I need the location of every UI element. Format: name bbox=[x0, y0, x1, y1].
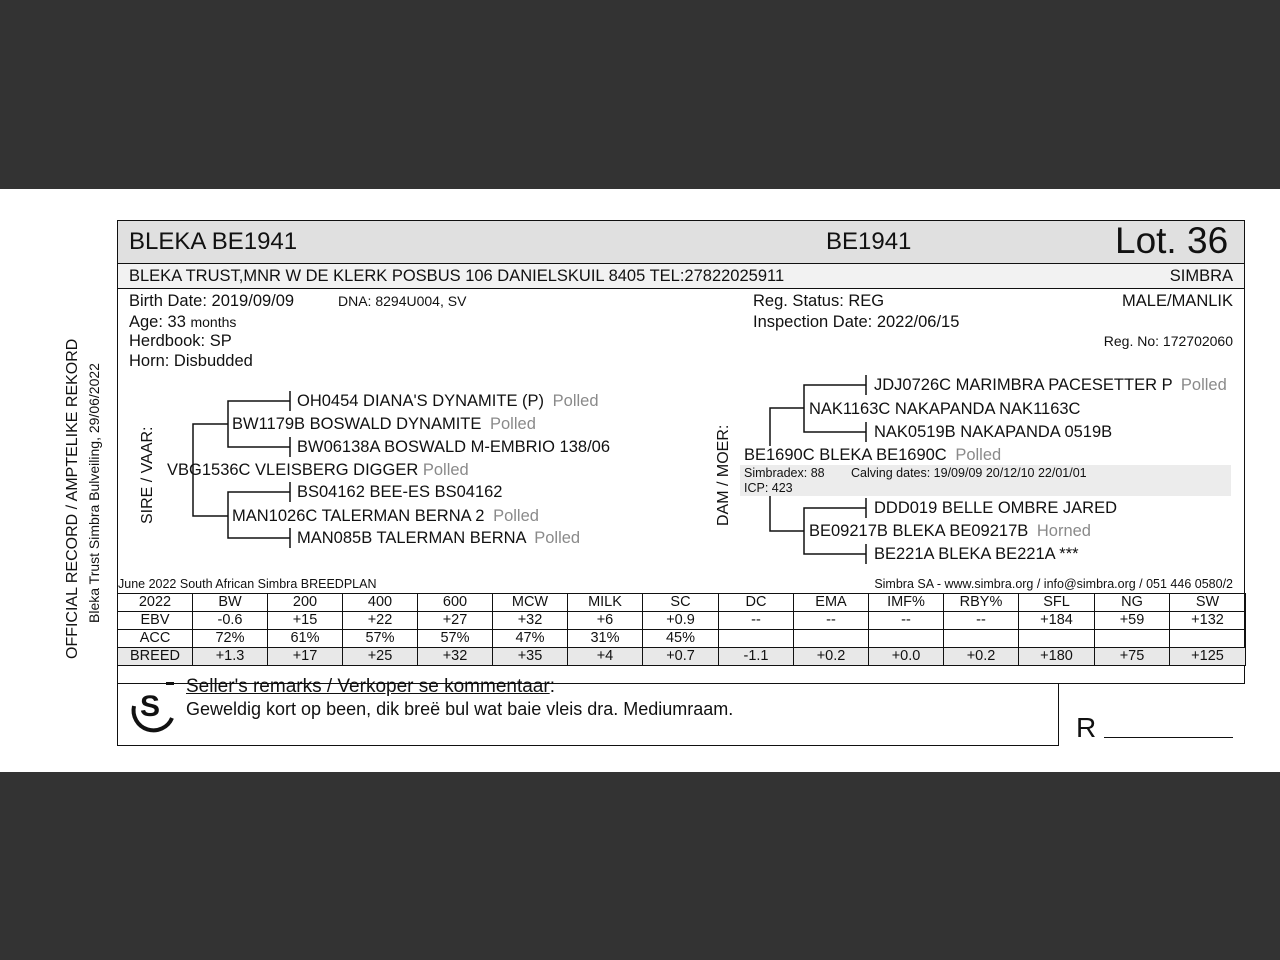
ebv-cell: SW bbox=[1170, 594, 1246, 612]
ebv-cell: +15 bbox=[268, 612, 343, 630]
ebv-cell: +27 bbox=[418, 612, 493, 630]
ebv-cell: -0.6 bbox=[193, 612, 268, 630]
ebv-cell bbox=[869, 630, 944, 648]
remarks-title bbox=[186, 676, 555, 698]
ebv-cell: +0.2 bbox=[944, 648, 1019, 666]
ebv-cell: +32 bbox=[493, 612, 568, 630]
ebv-cell: 72% bbox=[193, 630, 268, 648]
simbra-logo-icon bbox=[126, 678, 178, 734]
animal-name: BLEKA BE1941 bbox=[129, 228, 298, 255]
ebv-cell: +35 bbox=[493, 648, 568, 666]
dam-dam bbox=[809, 522, 1091, 541]
sire-horn: Polled bbox=[422, 461, 469, 479]
ebv-cell: SFL bbox=[1019, 594, 1095, 612]
remarks-title-text: Seller's remarks / Verkoper se kommentaar bbox=[186, 676, 550, 697]
sss-horn: Polled bbox=[552, 392, 599, 410]
ss-horn: Polled bbox=[490, 415, 536, 433]
ebv-cell: -1.1 bbox=[719, 648, 794, 666]
ebv-cell: NG bbox=[1095, 594, 1170, 612]
age-unit: months bbox=[190, 314, 237, 330]
sd-horn: Polled bbox=[493, 507, 539, 525]
ebv-cell: +17 bbox=[268, 648, 343, 666]
reg-number: Reg. No: 172702060 bbox=[1103, 333, 1233, 349]
ebv-cell: +4 bbox=[568, 648, 643, 666]
dss-horn: Polled bbox=[1180, 376, 1227, 394]
ebv-table bbox=[117, 593, 1246, 666]
sire-dam bbox=[232, 507, 539, 526]
ebv-cell: 2022 bbox=[118, 594, 193, 612]
ebv-cell: BW bbox=[193, 594, 268, 612]
ebv-cell: +0.7 bbox=[643, 648, 719, 666]
remarks-title-colon: : bbox=[549, 676, 555, 697]
ebv-cell: EBV bbox=[118, 612, 193, 630]
ebv-row-breed bbox=[118, 648, 1246, 666]
dam bbox=[744, 446, 1001, 465]
ebv-cell: 31% bbox=[568, 630, 643, 648]
sdd-horn: Polled bbox=[534, 529, 581, 547]
sdd-name: MAN085B TALERMAN BERNA bbox=[297, 529, 526, 547]
remarks-text: Geweldig kort op been, dik breë bul wat baie vleis dra. Mediumraam. bbox=[186, 699, 734, 719]
ebv-cell: DC bbox=[719, 594, 794, 612]
ebv-cell: MILK bbox=[568, 594, 643, 612]
sale-name-label: Bleka Trust Simbra Bulveiling, 29/06/2022 bbox=[86, 363, 102, 623]
ebv-cell: BREED bbox=[118, 648, 193, 666]
sd-name: MAN1026C TALERMAN BERNA 2 bbox=[232, 507, 485, 525]
ebv-cell: +0.9 bbox=[643, 612, 719, 630]
ebv-cell: IMF% bbox=[869, 594, 944, 612]
dna-info: DNA: 8294U004, SV bbox=[338, 293, 467, 309]
ebv-cell: +32 bbox=[418, 648, 493, 666]
dam-dam-sire: DDD019 BELLE OMBRE JARED bbox=[874, 499, 1117, 517]
ebv-cell: 600 bbox=[418, 594, 493, 612]
ss-name: BW1179B BOSWALD DYNAMITE bbox=[232, 415, 482, 433]
svg-text:S: S bbox=[140, 690, 161, 723]
age-value: Age: 33 bbox=[129, 313, 186, 331]
ebv-cell: SC bbox=[643, 594, 719, 612]
ebv-row-ebv bbox=[118, 612, 1246, 630]
ebv-cell bbox=[719, 630, 794, 648]
ebv-cell: +6 bbox=[568, 612, 643, 630]
sire-dam-dam bbox=[297, 529, 580, 548]
dam-name: BE1690C BLEKA BE1690C bbox=[744, 446, 947, 464]
ebv-cell: 57% bbox=[418, 630, 493, 648]
ebv-cell: MCW bbox=[493, 594, 568, 612]
ebv-row-acc bbox=[118, 630, 1246, 648]
ebv-cell: RBY% bbox=[944, 594, 1019, 612]
ebv-cell: +132 bbox=[1170, 612, 1246, 630]
ebv-cell bbox=[1019, 630, 1095, 648]
ebv-cell: -- bbox=[719, 612, 794, 630]
sss-name: OH0454 DIANA'S DYNAMITE (P) bbox=[297, 392, 545, 410]
sire bbox=[167, 461, 469, 480]
horn-status: Horn: Disbudded bbox=[129, 352, 253, 370]
dam-sire-sire bbox=[874, 376, 1227, 395]
official-record-label: OFFICIAL RECORD / AMPTELIKE REKORD bbox=[64, 338, 81, 659]
ebv-cell: +1.3 bbox=[193, 648, 268, 666]
animal-id: BE1941 bbox=[826, 228, 912, 255]
ebv-cell: +75 bbox=[1095, 648, 1170, 666]
ebv-cell bbox=[1170, 630, 1246, 648]
ebv-cell: +22 bbox=[343, 612, 418, 630]
sire-sire bbox=[232, 415, 536, 434]
dd-horn: Horned bbox=[1036, 522, 1091, 540]
ebv-cell: +125 bbox=[1170, 648, 1246, 666]
ebv-cell: -- bbox=[794, 612, 869, 630]
price-line bbox=[1104, 737, 1233, 738]
simbradex: Simbradex: 88 bbox=[744, 466, 825, 480]
sire-dam-sire: BS04162 BEE-ES BS04162 bbox=[297, 483, 503, 501]
ebv-cell: +0.0 bbox=[869, 648, 944, 666]
ebv-cell: 200 bbox=[268, 594, 343, 612]
calving-dates: Calving dates: 19/09/09 20/12/10 22/01/01 bbox=[851, 466, 1087, 480]
dam-sire: NAK1163C NAKAPANDA NAK1163C bbox=[809, 400, 1081, 418]
ebv-cell: -- bbox=[869, 612, 944, 630]
ebv-cell: +25 bbox=[343, 648, 418, 666]
dd-name: BE09217B BLEKA BE09217B bbox=[809, 522, 1029, 540]
breed-name: SIMBRA bbox=[1169, 267, 1233, 285]
ebv-cell: 61% bbox=[268, 630, 343, 648]
ebv-cell: +59 bbox=[1095, 612, 1170, 630]
breedplan-note: June 2022 South African Simbra BREEDPLAN bbox=[118, 577, 377, 591]
sire-sire-sire bbox=[297, 392, 599, 411]
icp: ICP: 423 bbox=[744, 481, 793, 495]
ebv-cell: 57% bbox=[343, 630, 418, 648]
ebv-cell: 47% bbox=[493, 630, 568, 648]
price-label: R bbox=[1076, 712, 1097, 743]
dam-label: DAM / MOER: bbox=[715, 424, 732, 526]
ebv-cell bbox=[1095, 630, 1170, 648]
ebv-cell: EMA bbox=[794, 594, 869, 612]
sire-label: SIRE / VAAR: bbox=[139, 426, 156, 524]
dam-sire-dam: NAK0519B NAKAPANDA 0519B bbox=[874, 423, 1113, 441]
ebv-cell: 400 bbox=[343, 594, 418, 612]
ebv-cell: -- bbox=[944, 612, 1019, 630]
dam-horn: Polled bbox=[955, 446, 1002, 464]
ebv-row-header bbox=[118, 594, 1246, 612]
dam-dam-dam: BE221A BLEKA BE221A *** bbox=[874, 545, 1079, 563]
sire-name: VBG1536C VLEISBERG DIGGER bbox=[167, 461, 419, 479]
birth-date: Birth Date: 2019/09/09 bbox=[129, 292, 295, 310]
sex: MALE/MANLIK bbox=[1122, 292, 1233, 310]
ebv-cell: +184 bbox=[1019, 612, 1095, 630]
ebv-cell: +0.2 bbox=[794, 648, 869, 666]
owner-info: BLEKA TRUST,MNR W DE KLERK POSBUS 106 DANIELSKUIL 8405 TEL:27822025911 bbox=[129, 267, 785, 285]
herdbook: Herdbook: SP bbox=[129, 332, 232, 350]
lot-number: Lot. 36 bbox=[1115, 220, 1229, 261]
ebv-cell bbox=[944, 630, 1019, 648]
ebv-cell: +180 bbox=[1019, 648, 1095, 666]
ebv-cell: ACC bbox=[118, 630, 193, 648]
contact-note: Simbra SA - www.simbra.org / info@simbra.org / 051 446 0580/2 bbox=[874, 577, 1233, 591]
ebv-cell: 45% bbox=[643, 630, 719, 648]
reg-status: Reg. Status: REG bbox=[753, 292, 885, 310]
sire-sire-dam: BW06138A BOSWALD M-EMBRIO 138/06 bbox=[297, 438, 611, 456]
ebv-cell bbox=[794, 630, 869, 648]
inspection-date: Inspection Date: 2022/06/15 bbox=[753, 313, 960, 331]
dss-name: JDJ0726C MARIMBRA PACESETTER P bbox=[874, 376, 1173, 394]
